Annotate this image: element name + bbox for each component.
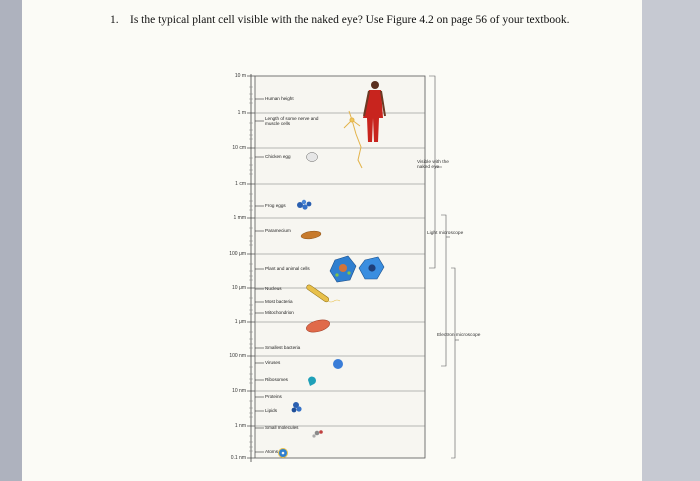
item-plant-animal-cells: Plant and animal cells: [265, 266, 310, 271]
item-viruses: Viruses: [265, 360, 281, 365]
size-scale-figure: [22, 0, 642, 481]
nerve-cell-icon: [344, 111, 362, 168]
item-chicken-egg: Chicken egg: [265, 154, 291, 159]
scale-label-10cm: 10 cm: [232, 145, 246, 151]
scale-label-01nm: 0.1 nm: [230, 455, 246, 461]
animal-cell-icon: [359, 257, 384, 279]
paramecium-icon: [301, 230, 322, 240]
frog-eggs-icon: [297, 200, 311, 210]
item-most-bacteria: Most bacteria: [265, 299, 293, 304]
document-page: [22, 0, 642, 481]
item-nucleus: Nucleus: [265, 286, 282, 291]
scale-label-100nm: 100 nm: [229, 353, 246, 359]
question-text: Is the typical plant cell visible with the naked eye? Use Figure 4.2 on page 56 of your textbook.: [130, 14, 570, 26]
item-frog-eggs: Frog eggs: [265, 203, 286, 208]
human-figure: [363, 81, 385, 142]
scale-label-1nm: 1 nm: [234, 423, 246, 429]
smallest-bacteria-icon: [333, 359, 343, 369]
figure-illustrations: [22, 0, 642, 481]
range-naked-eye: Visible with the naked eye: [417, 160, 449, 171]
scale-label-10um: 10 μm: [232, 285, 246, 291]
item-paramecium: Paramecium: [265, 228, 291, 233]
atom-icon: [279, 449, 288, 458]
small-molecule-icon: [312, 430, 322, 437]
item-human-height: Human height: [265, 96, 294, 101]
scale-label-1m: 1 m: [237, 110, 246, 116]
item-mitochondrion: Mitochondrion: [265, 310, 294, 315]
ribosome-icon: [308, 377, 316, 386]
item-proteins: Proteins: [265, 394, 282, 399]
right-margin: [642, 0, 700, 481]
scale-label-10m: 10 m: [234, 73, 246, 79]
item-atoms: Atoms: [265, 449, 279, 454]
scale-label-1mm: 1 mm: [233, 215, 246, 221]
item-lipids: Lipids: [265, 408, 278, 413]
scale-label-100um: 100 μm: [229, 251, 246, 257]
range-electron-microscope: Electron microscope: [437, 333, 481, 338]
item-nerve-muscle: Length of some nerve and muscle cells: [265, 116, 319, 126]
left-margin: [0, 0, 22, 481]
plant-cell-icon: [330, 256, 356, 282]
mitochondrion-icon: [305, 318, 331, 335]
item-small-molecules: Small molecules: [265, 425, 299, 430]
range-light-microscope: Light microscope: [427, 231, 464, 236]
bacteria-icon: [306, 284, 340, 303]
scale-label-1um: 1 μm: [234, 319, 246, 325]
scale-label-1cm: 1 cm: [235, 181, 246, 187]
chicken-egg-icon: [307, 153, 318, 162]
scale-label-10nm: 10 nm: [232, 388, 246, 394]
item-smallest-bacteria: Smallest bacteria: [265, 345, 301, 350]
protein-icon: [292, 402, 302, 412]
item-ribosomes: Ribosomes: [265, 377, 288, 382]
question-number: 1.: [110, 14, 119, 26]
